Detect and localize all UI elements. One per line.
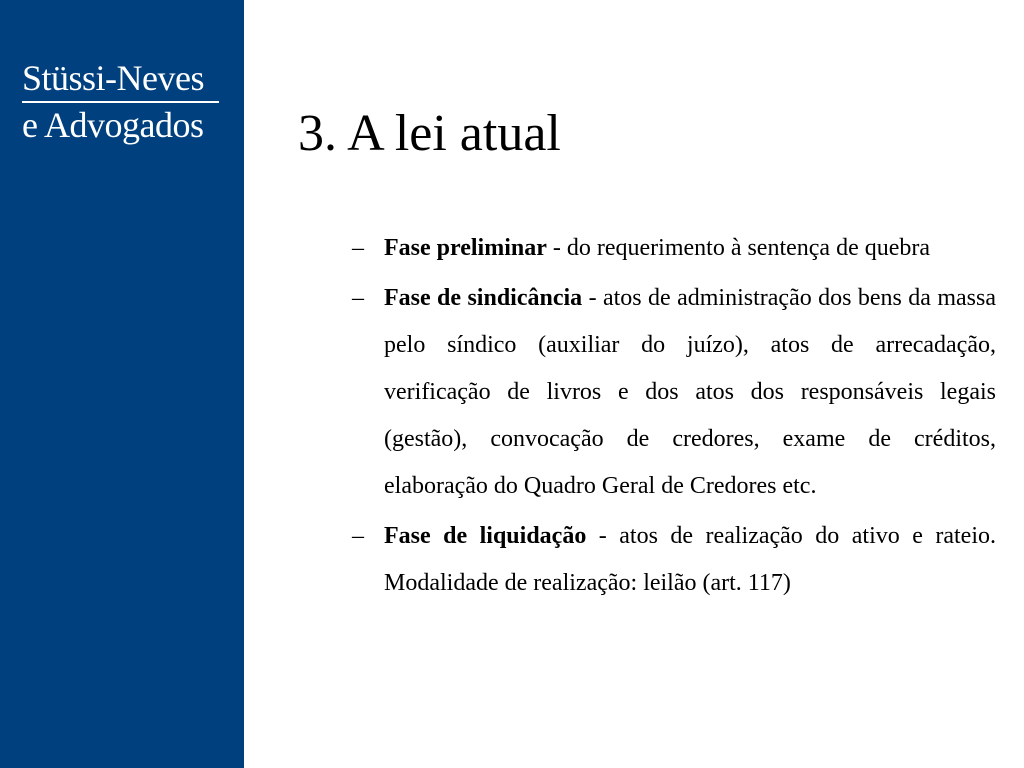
bullet-term: Fase de liquidação xyxy=(384,523,587,549)
logo-line-1: Stüssi-Neves xyxy=(22,58,204,98)
bullet-dash: – xyxy=(352,235,364,261)
bullet-text: - atos de administração dos bens da massa pelo síndico (auxiliar do juízo), atos de arrecadação, verificação de livros e dos atos dos responsáveis legais (gestão), convocação de credores, exame de créditos, elaboração do Quadro Geral de Credores etc. xyxy=(384,285,997,499)
bullet-dash: – xyxy=(352,523,364,549)
bullet-item xyxy=(352,275,996,510)
bullet-dash: – xyxy=(352,285,364,311)
bullet-term: Fase de sindicância xyxy=(384,285,583,311)
bullet-item xyxy=(352,513,996,607)
firm-logo xyxy=(22,58,222,145)
bullet-term: Fase preliminar xyxy=(384,235,547,261)
logo-line-2: e Advogados xyxy=(22,105,204,145)
logo-divider xyxy=(22,101,219,103)
bullet-text: - do requerimento à sentença de quebra xyxy=(546,235,931,261)
slide-title: 3. A lei atual xyxy=(298,105,561,162)
bullet-list xyxy=(352,225,996,610)
bullet-item xyxy=(352,225,996,272)
bullet-text: - atos de realização do ativo e rateio. Modalidade de realização: leilão (art. 117) xyxy=(384,523,996,596)
sidebar-panel xyxy=(0,0,244,768)
